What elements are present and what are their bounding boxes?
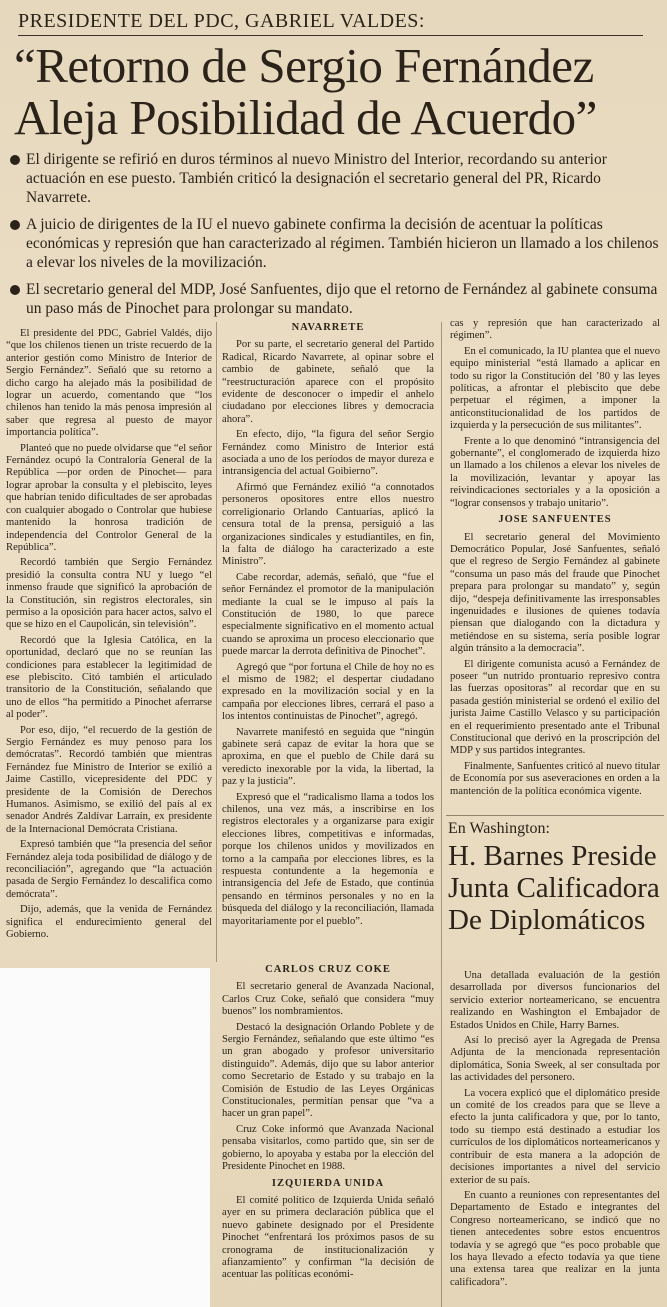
bullet-item bbox=[10, 280, 660, 318]
bullet-icon bbox=[10, 220, 20, 230]
paragraph: Planteó que no puede olvidarse que “el señor Fernández ocupó la Contraloría General de la República —por orden de Pinochet— para lograr aprobar la consulta y el plebiscito, leyes que habrían tenido dificultades de ser aprobadas con cualquier abogado o Controlar que hubiese mantenido la honrosa tradición de independencia del Controlor General de la República”. bbox=[6, 442, 212, 553]
paragraph: El secretario general de Avanzada Nacional, Carlos Cruz Coke, señaló que considera “muy buenos” los nombramientos. bbox=[222, 981, 434, 1018]
paragraph: Cruz Coke informó que Avanzada Nacional pensaba visitarlos, como partido que, sin ser de gobierno, lo apoyaba y estaba por la elección del Presidente Pinochet en 1988. bbox=[222, 1123, 434, 1173]
column-divider bbox=[216, 322, 217, 962]
paragraph: Por eso, dijo, “el recuerdo de la gestión de Sergio Fernández es muy penoso para los demócratas”. Recordó también que mientras Fernández fue Ministro de Interior se exilió a Jaime Castillo, vicepresidente del PDC y presidente de la Comisión de Derechos Humanos. Asimismo, se exilió del país al ex senador Andrés Zaldívar Larraín, ex presidente de la Internacional Demócrata Cristiana. bbox=[6, 724, 212, 835]
paragraph: Expresó también que “la presencia del señor Fernández aleja toda posibilidad de diálogo y de reconciliación”, agregando que “la actuación pasada de Sergio Fernández lo descalifica como demócrata”. bbox=[6, 839, 212, 900]
bullet-icon bbox=[10, 285, 20, 295]
bullet-item bbox=[10, 150, 660, 207]
column-3 bbox=[450, 318, 660, 801]
column-3-lower bbox=[450, 970, 660, 1292]
paragraph: Frente a lo que denominó “intransigencia del gobernante”, el conglomerado de izquierda hizo un llamado a los chilenos a elevar los niveles de la movilización, levantar y apoyar las reivindicaciones sectoriales y a la oposición a “lograr consensos y trabajo unitario”. bbox=[450, 435, 660, 509]
paragraph: El presidente del PDC, Gabriel Valdés, dijo “que los chilenos tienen un triste recuerdo de la anterior gestión como Ministro de Interior de Sergio Fernández”. Señaló que su retorno a dicho cargo ha alejado más la posibilidad de lograr un acuerdo, comentando que “los chilenos han tenido la más penosa impresión al saber que regresa al puesto de mayor importancia política”. bbox=[6, 328, 212, 439]
paragraph: Navarrete manifestó en seguida que “ningún gabinete será capaz de evitar la hora que se aproxima, en que el pueblo de Chile dará su veredicto inexorable por la vida, la libertad, la paz y la justicia”. bbox=[222, 726, 434, 788]
subhead-cruz-coke: CARLOS CRUZ COKE bbox=[265, 964, 391, 975]
subhead-izquierda-unida: IZQUIERDA UNIDA bbox=[271, 1177, 385, 1189]
paragraph: El dirigente comunista acusó a Fernández de poseer “un nutrido prontuario represivo contra las fuerzas opositoras” al recordar que en su pasada gestión ministerial se ordenó el exilio del jurista Jaime Castillo Velasco y su participación en el requerimiento presentado ante el Tribunal Constitucional que derivó en la proscripción del MDP y sus partidos integrantes. bbox=[450, 658, 660, 757]
paragraph: Cabe recordar, además, señaló, que “fue el señor Fernández el promotor de la manipulación mediante la cual se le impuso al país la Constitución de 1980, lo que parece especialmente significativo en el momento actual cuando se aproxima un proceso eleccionario que puede marcar la derrota definitiva de Pinochet”. bbox=[222, 571, 434, 658]
column-2-lower bbox=[222, 960, 434, 1285]
bullet-icon bbox=[10, 155, 20, 165]
paragraph: En el comunicado, la IU plantea que el nuevo equipo ministerial “está llamado a aplicar en todo su rigor la Constitución del ’80 y las leyes políticas, a afrontar el plebiscito que debe perpetuar el régimen, a imponer la anticonstitucionalidad de los partidos de izquierda y la persecución de sus militantes”. bbox=[450, 345, 660, 432]
paragraph: Una detallada evaluación de la gestión desarrollada por diversos funcionarios del servicio exterior norteamericano, se encuentra realizando en Washington el Embajador de Estados Unidos en Chile, Harry Barnes. bbox=[450, 970, 660, 1031]
column-1 bbox=[6, 328, 212, 945]
section-divider bbox=[446, 815, 664, 816]
blank-margin bbox=[0, 968, 210, 1307]
summary-bullets bbox=[10, 150, 660, 326]
washington-article-header bbox=[448, 820, 663, 936]
bullet-item bbox=[10, 215, 660, 272]
subhead-sanfuentes: JOSE SANFUENTES bbox=[498, 514, 612, 526]
column-divider bbox=[441, 322, 442, 1307]
bullet-text: El secretario general del MDP, José Sanfuentes, dijo que el retorno de Fernández al gabinete consuma un paso más de Pinochet para prolongar su mandato. bbox=[26, 281, 658, 317]
paragraph: Afirmó que Fernández exilió “a connotados personeros opositores entre ellos nuestro correligionario Orlando Cantuarias, aplicó la censura total de la prensa, persiguió a las organizaciones sindicales y estudiantiles, en fin, la falta de diálogo ha caracterizado a este Ministro”. bbox=[222, 481, 434, 568]
subhead-navarrete: NAVARRETE bbox=[291, 322, 365, 333]
paragraph: Agregó que “por fortuna el Chile de hoy no es el mismo de 1982; el despertar ciudadano expresado en la movilización social y en la campaña por elecciones libres, cerrará el paso a los intentos continuistas de Pinochet”, agregó. bbox=[222, 661, 434, 723]
bullet-text: El dirigente se refirió en duros términos al nuevo Ministro del Interior, recordando su anterior actuación en ese puesto. También criticó la designación el secretario general del PR, Ricardo Navarrete. bbox=[26, 151, 607, 206]
paragraph: En efecto, dijo, “la figura del señor Sergio Fernández como Ministro de Interior está asociada a uno de los períodos de mayor dureza e intransigencia del actual Goibierno”. bbox=[222, 429, 434, 478]
column-2 bbox=[222, 318, 434, 931]
paragraph: Finalmente, Sanfuentes criticó al nuevo titular de Economía por sus aseveraciones en orden a la mantención de la política económica vigente. bbox=[450, 760, 660, 797]
paragraph: cas y represión que han caracterizado al régimen”. bbox=[450, 318, 660, 342]
paragraph: Recordó que la Iglesia Católica, en la oportunidad, declaró que no se reunían las condiciones para establecer la legitimidad de ese plebiscito. Citó también el articulado transitorio de la Constitución, señalando que uno de ellos “ha permitido a Pinochet aferrarse al poder”. bbox=[6, 634, 212, 721]
paragraph: Recordó también que Sergio Fernández presidió la consulta contra NU y luego “el inmenso fraude que significó la aprobación de la Constitución, sin registros electorales, sin permiso a la oposición para hacer actos, salvo el que se hizo en el Caupolicán, sin televisión”. bbox=[6, 557, 212, 631]
paragraph: Por su parte, el secretario general del Partido Radical, Ricardo Navarrete, al opinar sobre el cambio de gabinete, señaló que la “reestructuración aparece con el propósito evidente de desconocer o impedir el anhelo ciudadano por elecciones libres y democracia ahora”. bbox=[222, 339, 434, 425]
washington-kicker: En Washington: bbox=[448, 820, 550, 837]
paragraph: En cuanto a reuniones con representantes del Departamento de Estado e integrantes del Congreso norteamericano, se indicó que no tienen antecedentes sobre estos encuentros todavía y se agregó que “es poco probable que los haya llevado a efecto todavía ya que tiene una extensa tarea que realizar en la junta calificadora”. bbox=[450, 1189, 660, 1288]
paragraph: La vocera explicó que el diplomático preside un comité de los creados para que se lleve a efecto la junta calificadora y que, por lo tanto, todo su tiempo está destinado a estudiar los currículos de los diplomáticos norteamericanos y contribuir de esta manera a la adopción de decisiones importantes a nivel del servicio exterior de su país. bbox=[450, 1087, 660, 1186]
paragraph: Destacó la designación Orlando Poblete y de Sergio Fernández, señalando que este último “es un gran abogado y profesor universitario distinguido”. Además, dijo que su labor anterior como Secretario de Estado y su trabajo en la Comisión de Estudio de las Leyes Orgánicas Constitucionales, permitían pensar que “va a hacer un gran papel”. bbox=[222, 1021, 434, 1120]
kicker: PRESIDENTE DEL PDC, GABRIEL VALDES: bbox=[18, 10, 658, 36]
paragraph: El secretario general del Movimiento Democrático Popular, José Sanfuentes, señaló que el regreso de Sergio Fernández al gabinete “consuma un paso más del fraude que Pinochet prepara para prolongar su mandato” y, según dijo, “despeja definitivamente las irresponsables ingenuidades e ilusiones de quienes todavía piensan que dialogando con la dictadura y metiéndose en su sistema, sería posible lograr algún tránsito a la democracia”. bbox=[450, 531, 660, 655]
washington-title: H. Barnes Preside Junta Calificadora De Diplomáticos bbox=[448, 840, 660, 936]
headline: “Retorno de Sergio Fernández Aleja Posibilidad de Acuerdo” bbox=[14, 38, 597, 145]
bullet-text: A juicio de dirigentes de la IU el nuevo gabinete confirma la decisión de acentuar la políticas económicas y represión que han caracterizado al régimen. También hicieron un llamado a los chilenos a elevar los niveles de la movilización. bbox=[26, 216, 659, 271]
paragraph: Así lo precisó ayer la Agregada de Prensa Adjunta de la mencionada representación diplomática, Sonia Sweek, al ser consultada por las actividades del personero. bbox=[450, 1035, 660, 1084]
paragraph: El comité político de Izquierda Unida señaló ayer en su primera declaración pública que el nuevo gabinete designado por el Presidente Pinochet “enfrentará los próximos pasos de su cronograma de institucionalización y afianzamiento” y confirman “la decisión de acentuar las políticas económi- bbox=[222, 1194, 434, 1281]
paragraph: Dijo, además, que la venida de Fernández significa el endurecimiento general del Gobierno. bbox=[6, 904, 212, 941]
paragraph: Expresó que el “radicalismo llama a todos los chilenos, una vez más, a inscribirse en los registros electorales y a organizarse para exigir elecciones libres, competitivas e informadas, porque los chilenos unidos y movilizados en torno a la campaña por elecciones libres, es la respuesta contundente a la hegemonía e intransigencia del Jefe de Estado, que continúa pensando en términos personales y no en la búsqueda del diálogo y la reconciliación, llamada mayoritariamente por el pueblo”. bbox=[222, 791, 434, 927]
